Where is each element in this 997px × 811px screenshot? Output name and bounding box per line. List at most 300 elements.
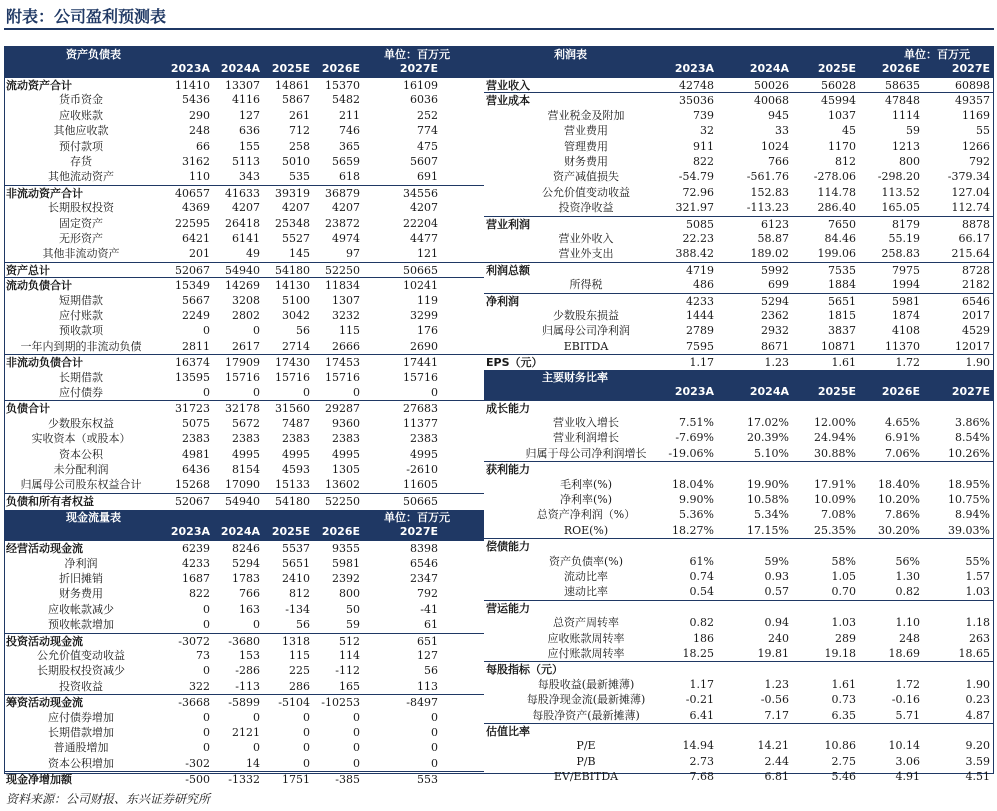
row-label: 资产减值损失 [553, 170, 619, 184]
row-label: 流动比率 [564, 570, 608, 583]
table-row [484, 339, 994, 354]
row-value: 1.90 [965, 356, 990, 370]
row-value: 52250 [325, 263, 360, 277]
row-value: 4974 [332, 232, 360, 245]
table-row [484, 323, 994, 338]
row-value: -113 [235, 679, 260, 693]
row-value: 5651 [282, 556, 310, 570]
row-value: 512 [339, 634, 360, 648]
row-label: 实收资本（或股本） [31, 432, 131, 446]
row-value: 1.17 [689, 356, 714, 370]
row-label: 货币资金 [59, 93, 103, 107]
table-row [484, 185, 994, 200]
row-value: 54180 [275, 494, 310, 508]
row-value: 5.36% [679, 508, 714, 522]
row-value: 321.97 [675, 201, 714, 215]
row-value: 26418 [225, 216, 260, 230]
row-label: 投资净收益 [558, 201, 614, 215]
row-label: 流动资产合计 [6, 79, 72, 92]
row-value: 42748 [679, 79, 714, 92]
row-value: 0.82 [895, 585, 920, 599]
row-value: 10.09% [814, 493, 856, 506]
row-value: 4.87 [965, 708, 990, 722]
row-value: 2.44 [764, 754, 789, 768]
row-value: 1.10 [895, 616, 920, 630]
row-value: 0 [431, 756, 438, 770]
row-value: 1884 [828, 278, 856, 292]
row-value: 7.06% [885, 446, 920, 460]
table-row [4, 694, 484, 709]
row-value: 14861 [275, 79, 310, 92]
row-value: 1.23 [764, 677, 789, 691]
row-value: -8497 [406, 696, 438, 710]
row-value: 774 [417, 124, 438, 138]
table-row [4, 740, 484, 755]
row-value: 40068 [754, 94, 789, 108]
ratios-year-header: 2023A [674, 384, 714, 398]
row-value: 55 [976, 124, 990, 138]
row-value: 25.35% [814, 523, 856, 537]
row-value: 127.04 [951, 185, 990, 199]
row-value: 1266 [962, 139, 990, 153]
row-value: 10241 [403, 279, 438, 293]
row-value: 800 [899, 155, 920, 168]
row-value: 2362 [761, 309, 789, 322]
row-value: 486 [693, 278, 714, 292]
row-value: 0.57 [764, 585, 789, 599]
row-value: 73 [196, 649, 210, 662]
row-value: 1.72 [895, 356, 920, 370]
row-value: 1.57 [965, 570, 990, 583]
row-value: 15716 [225, 370, 260, 384]
row-label: 应付账款 [59, 309, 103, 322]
row-value: 59 [906, 124, 920, 138]
row-value: 252 [417, 108, 438, 122]
row-value: 165 [339, 679, 360, 693]
income_statement-year-header: 2025E [817, 62, 856, 75]
row-label: 每股指标（元） [486, 663, 563, 677]
row-value: 12017 [955, 339, 990, 353]
row-value: 2017 [962, 309, 990, 322]
row-value: 4207 [410, 201, 438, 215]
table-row [4, 416, 484, 431]
row-value: 6546 [410, 556, 438, 570]
row-label: 短期借款 [59, 293, 103, 307]
row-value: 49 [246, 247, 260, 261]
row-value: 17090 [225, 478, 260, 492]
row-value: 240 [768, 631, 789, 645]
row-value: 4529 [962, 324, 990, 338]
row-value: 4207 [232, 201, 260, 215]
row-value: 1874 [892, 309, 920, 322]
row-value: 10871 [821, 339, 856, 353]
table-row [4, 648, 484, 663]
row-value: 0.94 [764, 616, 789, 630]
row-value: 1.23 [764, 356, 789, 370]
row-value: 1213 [892, 139, 920, 153]
row-value: 10.14 [888, 739, 920, 753]
row-value: -0.21 [685, 693, 714, 707]
row-value: 1318 [282, 634, 310, 648]
table-row [4, 77, 484, 92]
row-label: 经营活动现金流 [6, 542, 83, 556]
row-value: 145 [289, 247, 310, 261]
row-value: 766 [239, 587, 260, 601]
row-label: 财务费用 [59, 587, 103, 601]
row-value: 113 [417, 679, 438, 693]
row-value: 15716 [325, 370, 360, 384]
row-value: 699 [768, 278, 789, 292]
row-label: 营业利润 [486, 217, 530, 231]
row-value: 5667 [182, 293, 210, 307]
row-value: 9360 [332, 416, 360, 430]
table-row [484, 754, 994, 769]
row-value: 14 [246, 756, 260, 770]
balance_sheet-title: 资产负债表 [66, 48, 121, 61]
balance_sheet-year-header: 2027E [399, 62, 438, 75]
row-value: 8398 [410, 542, 438, 556]
row-value: 40657 [175, 186, 210, 200]
row-value: 2383 [282, 432, 310, 446]
row-label: 应付债券 [59, 386, 103, 399]
table-row [484, 262, 994, 277]
row-value: 0 [203, 726, 210, 739]
table-row [4, 756, 484, 771]
row-value: 15268 [175, 478, 210, 492]
row-value: 5436 [182, 93, 210, 107]
table-row [484, 354, 994, 369]
table-row [4, 185, 484, 200]
row-label: 长期借款增加 [48, 726, 114, 739]
row-label: 公允价值变动收益 [542, 185, 630, 199]
row-value: 1169 [962, 108, 990, 122]
balance_sheet-year-header: 2026E [321, 62, 360, 75]
row-value: 15370 [325, 79, 360, 92]
row-value: 32 [700, 124, 714, 138]
balance_sheet-year-header: 2025E [271, 62, 310, 75]
row-value: 3.59 [965, 754, 990, 768]
table-row [484, 554, 994, 569]
row-value: 152.83 [750, 185, 789, 199]
row-value: 19.81 [757, 647, 789, 660]
row-value: 215.64 [951, 247, 990, 261]
table-row [484, 477, 994, 492]
cash_flow-year-header: 2026E [321, 525, 360, 539]
row-value: 553 [417, 773, 438, 787]
table-row [484, 507, 994, 522]
row-value: 712 [289, 124, 310, 138]
row-label: 营业费用 [564, 124, 608, 138]
row-label: 少数股东权益 [48, 416, 114, 430]
row-value: 15716 [403, 370, 438, 384]
row-value: 8179 [892, 217, 920, 231]
row-value: 5.34% [754, 508, 789, 522]
row-value: 248 [189, 124, 210, 138]
row-value: 23872 [325, 216, 360, 230]
row-label: EV/EBITDA [553, 770, 619, 784]
table-row [484, 584, 994, 599]
row-value: 0.82 [689, 616, 714, 630]
row-value: 110 [189, 170, 210, 184]
row-value: 1.61 [831, 677, 856, 691]
row-value: 6036 [410, 93, 438, 107]
row-value: 15349 [175, 279, 210, 293]
row-value: 6421 [182, 232, 210, 245]
row-value: 2410 [282, 572, 310, 585]
table-row [4, 571, 484, 586]
income_statement-year-header: 2023A [674, 62, 714, 75]
row-value: 14.94 [682, 739, 714, 753]
row-label: 偿债能力 [486, 540, 530, 554]
row-value: 58% [831, 554, 856, 568]
row-value: 165.05 [881, 201, 920, 215]
row-value: 127 [417, 649, 438, 662]
row-value: 5981 [332, 556, 360, 570]
row-label: 非流动资产合计 [6, 186, 83, 200]
row-value: 2383 [182, 432, 210, 446]
row-label: 营业税金及附加 [547, 108, 625, 122]
row-value: 4.91 [895, 770, 920, 784]
row-value: 52067 [175, 263, 210, 277]
row-label: 归属于母公司净利润增长 [525, 446, 647, 460]
row-label: 非流动负债合计 [6, 356, 83, 370]
row-value: 2932 [761, 324, 789, 338]
table-row [4, 556, 484, 571]
row-label: 预付款项 [59, 139, 103, 153]
table-row [484, 154, 994, 169]
row-value: 1037 [828, 108, 856, 122]
table-row [484, 92, 994, 107]
row-value: 0.23 [965, 693, 990, 707]
row-value: 3.86% [955, 416, 990, 429]
row-value: 9.90% [679, 493, 714, 506]
row-label: 流动负债合计 [6, 279, 72, 293]
table-row [4, 154, 484, 169]
row-value: 0.54 [689, 585, 714, 599]
row-value: 258 [289, 139, 310, 153]
source-note: 资料来源：公司财报、东兴证券研究所 [6, 792, 211, 806]
row-value: 8728 [962, 263, 990, 277]
row-value: 17.91% [814, 477, 856, 491]
row-value: 7595 [686, 339, 714, 353]
row-value: 475 [417, 139, 438, 153]
row-value: 7487 [282, 416, 310, 430]
row-value: 0 [253, 324, 260, 338]
table-row [4, 385, 484, 400]
row-label: 公允价值变动收益 [37, 649, 125, 662]
table-row [484, 216, 994, 231]
row-value: -0.16 [891, 693, 920, 707]
row-value: 5075 [182, 416, 210, 430]
row-label: 投资活动现金流 [6, 634, 83, 648]
row-value: 56 [424, 664, 438, 678]
row-value: 2392 [332, 572, 360, 585]
table-row [4, 123, 484, 138]
row-value: -0.56 [760, 693, 789, 707]
row-value: 4995 [332, 447, 360, 461]
row-value: 1.72 [895, 677, 920, 691]
table-row [4, 108, 484, 123]
row-value: 4995 [282, 447, 310, 461]
row-value: 286 [289, 679, 310, 693]
row-value: 6123 [761, 217, 789, 231]
row-label: 总资产净利润（%） [536, 508, 636, 522]
table-row [4, 216, 484, 231]
row-value: 3.06 [895, 754, 920, 768]
row-value: 8878 [962, 217, 990, 231]
row-label: 应付债券增加 [48, 710, 114, 724]
table-row [484, 615, 994, 630]
row-value: 9355 [332, 542, 360, 556]
row-value: 16374 [175, 356, 210, 370]
row-value: 17453 [325, 356, 360, 370]
row-value: 29287 [325, 402, 360, 416]
row-label: 其他非流动资产 [42, 247, 120, 261]
row-value: 4593 [282, 463, 310, 476]
row-value: 72.96 [682, 185, 714, 199]
row-value: -134 [285, 602, 310, 616]
row-label: 营业外收入 [558, 232, 614, 245]
row-value: -302 [185, 756, 210, 770]
row-value: 0 [431, 386, 438, 399]
table-row [484, 231, 994, 246]
row-label: 应收帐款减少 [48, 602, 114, 616]
row-value: 55.19 [888, 232, 920, 245]
row-label: 无形资产 [59, 232, 103, 245]
row-value: 261 [289, 108, 310, 122]
row-value: 0 [203, 618, 210, 632]
row-value: 822 [693, 155, 714, 168]
row-value: 1170 [828, 139, 856, 153]
row-value: 535 [289, 170, 310, 184]
row-value: 4116 [232, 93, 260, 107]
row-value: 248 [899, 631, 920, 645]
row-value: 41633 [225, 186, 260, 200]
row-value: 289 [835, 631, 856, 645]
row-value: 6546 [962, 294, 990, 308]
row-value: 5.71 [895, 708, 920, 722]
table-row [4, 169, 484, 184]
row-value: 5867 [282, 93, 310, 107]
row-label: 资本公积增加 [48, 756, 114, 770]
row-value: 5085 [686, 217, 714, 231]
row-value: 0 [203, 324, 210, 338]
row-label: 未分配利润 [53, 463, 109, 476]
row-label: 利润总额 [486, 263, 530, 277]
row-label: 筹资活动现金流 [6, 696, 83, 710]
table-row [484, 123, 994, 138]
row-value: 0 [253, 386, 260, 399]
table-row [4, 462, 484, 477]
row-label: 存货 [70, 155, 92, 168]
row-value: 1994 [892, 278, 920, 292]
income_statement-header [484, 47, 994, 77]
row-value: -113.23 [746, 201, 789, 215]
row-value: 17909 [225, 356, 260, 370]
row-value: 127 [239, 108, 260, 122]
row-value: 290 [189, 108, 210, 122]
row-value: 5294 [761, 294, 789, 308]
row-value: 6.35 [831, 708, 856, 722]
row-value: 792 [969, 155, 990, 168]
row-value: -561.76 [746, 170, 789, 184]
table-row [484, 293, 994, 308]
row-label: EBITDA [563, 339, 609, 353]
balance_sheet-header [4, 47, 484, 77]
table-row [484, 200, 994, 215]
row-value: 14269 [225, 279, 260, 293]
row-value: 5010 [282, 155, 310, 168]
row-value: 7.08% [821, 508, 856, 522]
table-row [4, 477, 484, 492]
row-label: 总资产周转率 [553, 616, 619, 630]
row-value: 812 [835, 155, 856, 168]
row-value: 0 [431, 741, 438, 755]
row-value: 1687 [182, 572, 210, 585]
row-value: 5537 [282, 542, 310, 556]
row-value: 97 [346, 247, 360, 261]
row-label: P/B [576, 754, 596, 768]
ratios-year-header: 2026E [881, 384, 920, 398]
row-label: 管理费用 [564, 139, 608, 153]
row-value: 2.73 [689, 754, 714, 768]
row-value: 691 [417, 170, 438, 184]
row-value: 2666 [332, 339, 360, 353]
row-value: 1.61 [831, 356, 856, 370]
table-row [484, 600, 994, 615]
row-label: 应收账款周转率 [547, 631, 625, 645]
row-label: 归属母公司净利润 [542, 324, 630, 338]
row-value: 121 [417, 247, 438, 261]
row-value: -54.79 [678, 170, 714, 184]
row-label: 成长能力 [486, 401, 530, 415]
row-value: -278.06 [813, 170, 856, 184]
row-value: 636 [239, 124, 260, 138]
row-label: 营运能力 [486, 601, 530, 615]
row-value: 13307 [225, 79, 260, 92]
table-row [484, 461, 994, 476]
row-label: 负债合计 [6, 402, 50, 416]
cash_flow-year-header: 2024A [220, 525, 260, 539]
row-label: 预收款项 [59, 324, 103, 338]
row-value: 0 [431, 726, 438, 739]
row-value: 0 [431, 710, 438, 724]
table-row [4, 339, 484, 354]
row-value: 1024 [761, 139, 789, 153]
row-value: 0 [203, 741, 210, 755]
row-value: 119 [417, 293, 438, 307]
income_statement-year-header: 2024A [749, 62, 789, 75]
row-value: 11370 [885, 339, 920, 353]
row-value: 3162 [182, 155, 210, 168]
row-value: 54940 [225, 263, 260, 277]
row-value: 0.74 [689, 570, 714, 583]
row-label: 应付账款周转率 [547, 647, 625, 660]
row-value: 766 [768, 155, 789, 168]
table-row [4, 231, 484, 246]
row-value: -3072 [178, 634, 210, 648]
row-value: 5992 [761, 263, 789, 277]
row-label: 营业外支出 [558, 247, 614, 261]
row-value: 2383 [332, 432, 360, 446]
row-value: 60898 [955, 79, 990, 92]
row-value: -379.34 [947, 170, 990, 184]
row-value: 45994 [821, 94, 856, 108]
table-row [484, 400, 994, 415]
row-value: -298.20 [877, 170, 920, 184]
row-value: 2714 [282, 339, 310, 353]
row-label: 长期借款 [59, 370, 103, 384]
